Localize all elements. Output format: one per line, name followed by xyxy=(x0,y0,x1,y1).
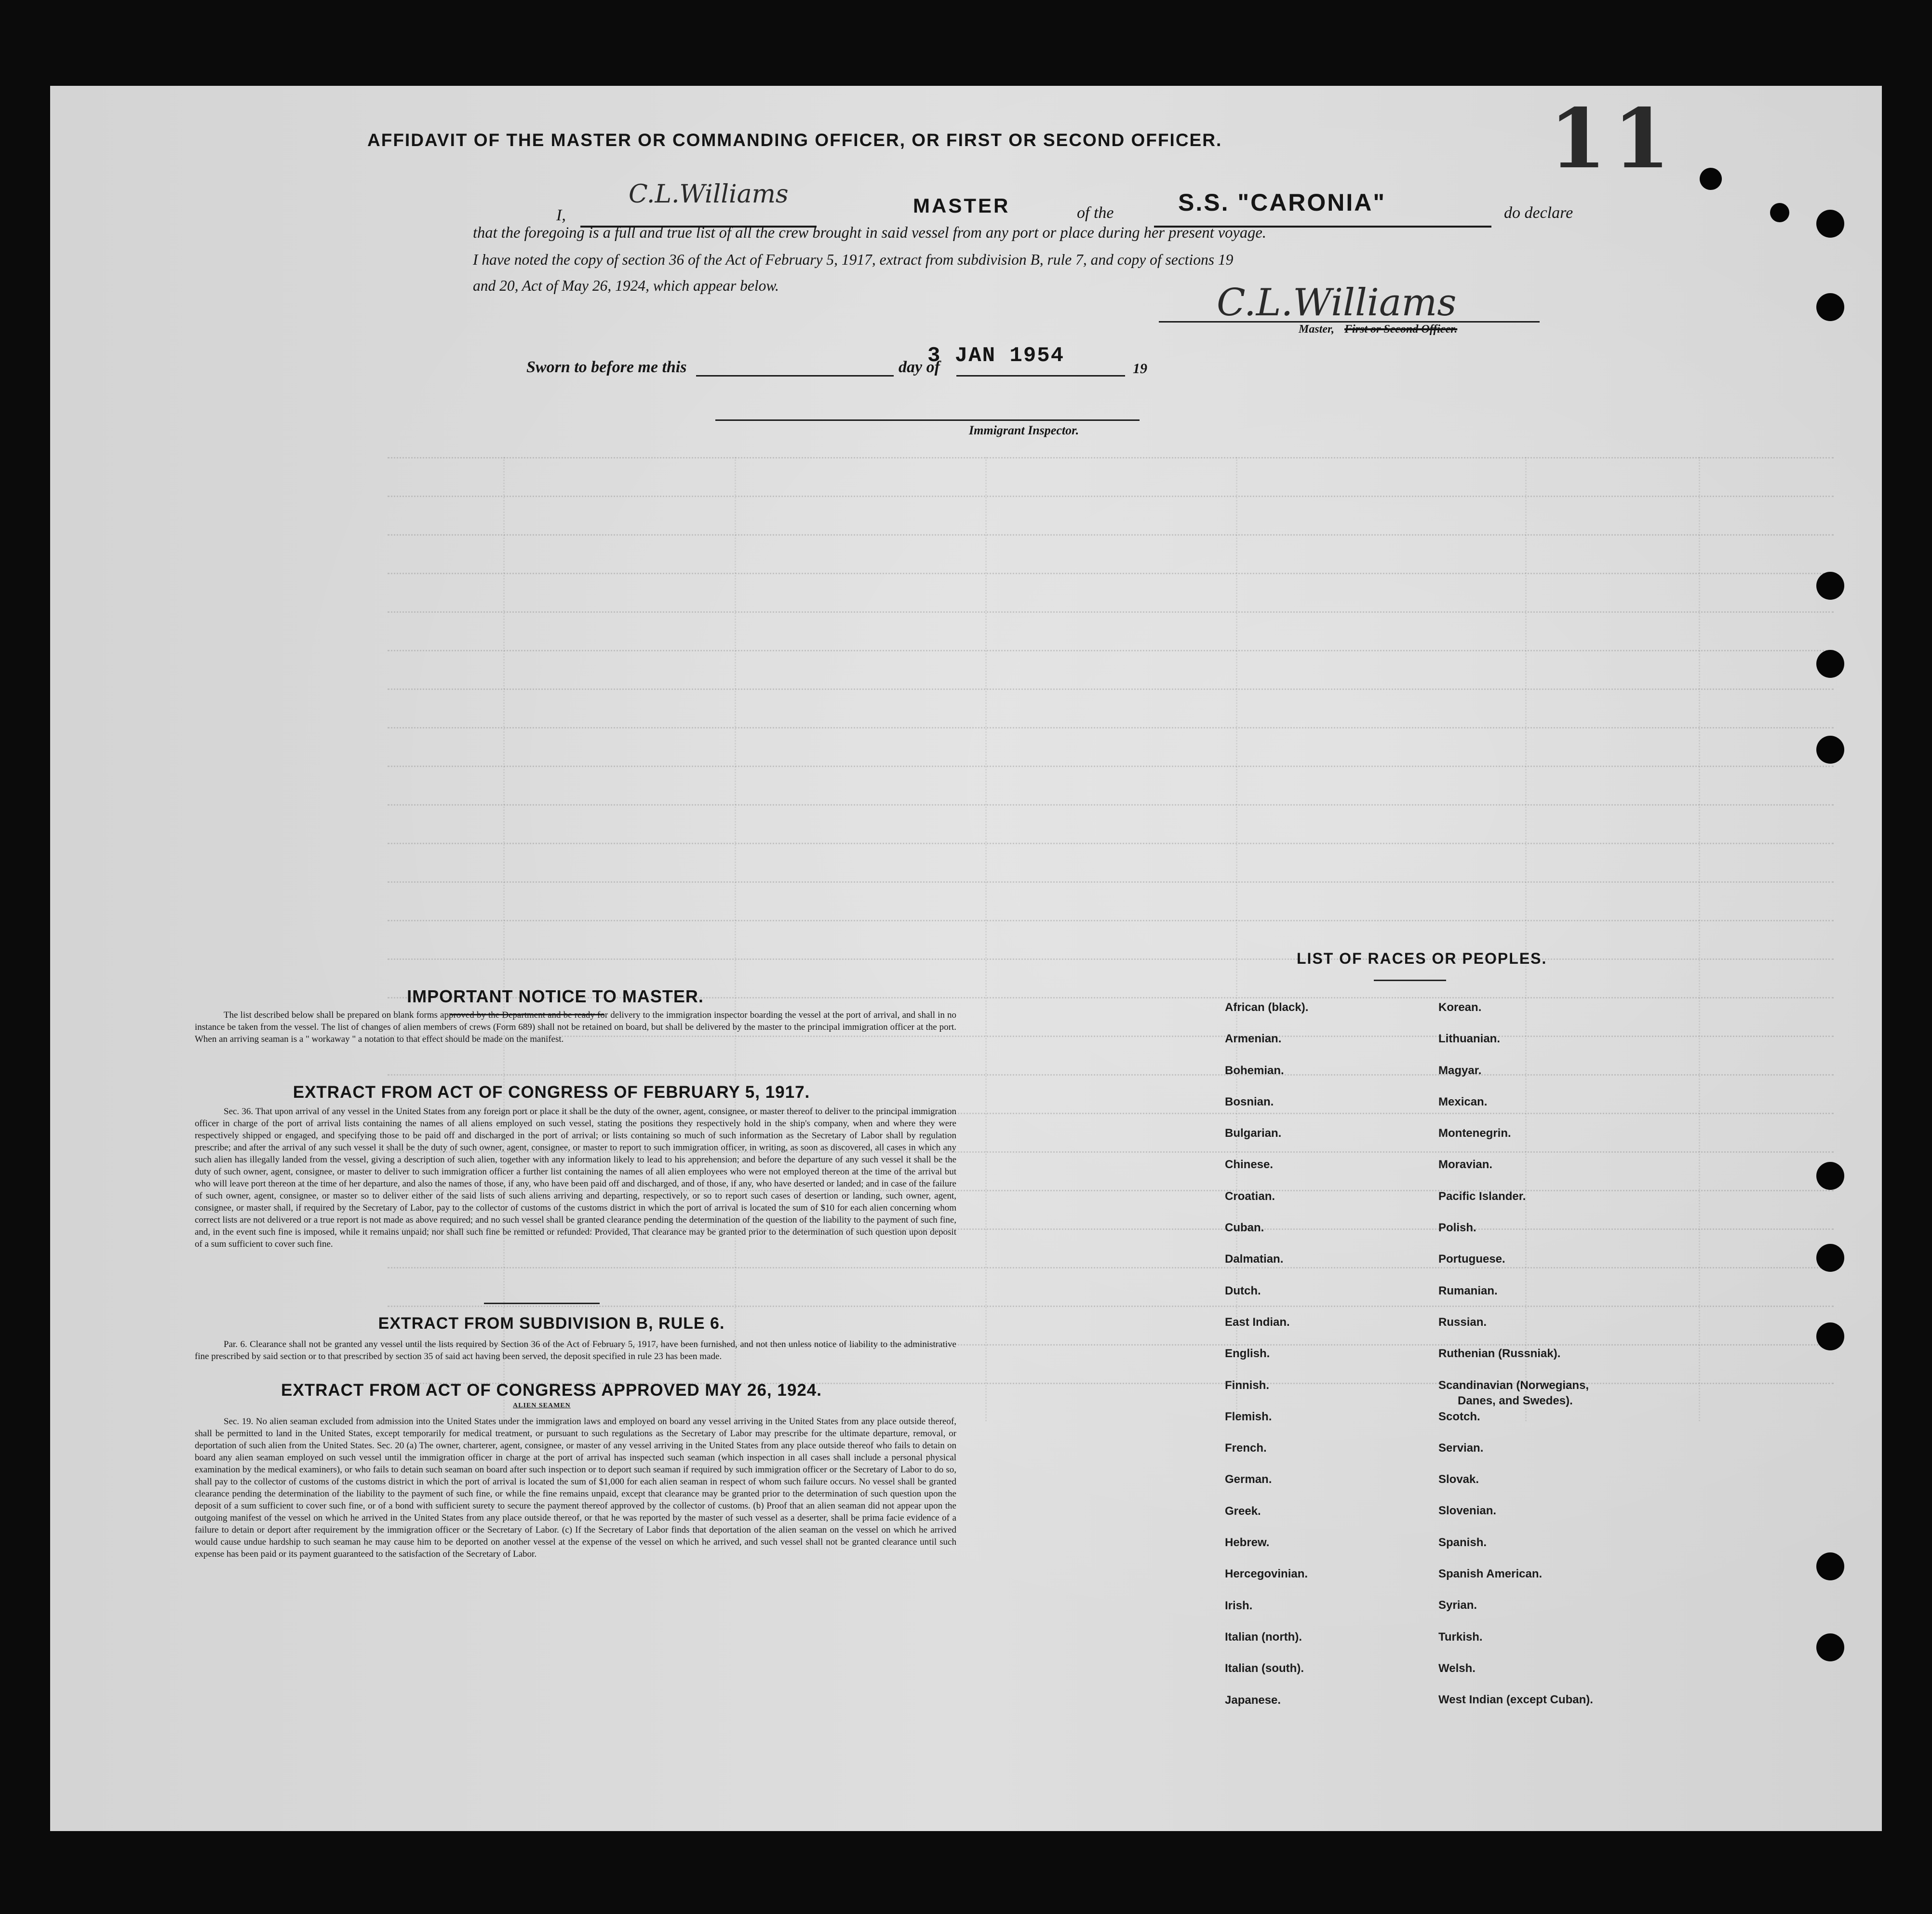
race-item: Welsh. xyxy=(1438,1661,1476,1675)
punch-hole xyxy=(1770,203,1789,222)
race-item: Syrian. xyxy=(1438,1599,1477,1612)
race-item: Bosnian. xyxy=(1225,1095,1274,1108)
races-right-column xyxy=(1438,1001,1593,1725)
master-word: MASTER xyxy=(913,194,1010,217)
race-item: Turkish. xyxy=(1438,1630,1483,1644)
alien-seamen-subtitle: ALIEN SEAMEN xyxy=(513,1402,571,1409)
punch-hole xyxy=(1816,572,1844,600)
page-number: 11 xyxy=(1549,91,1677,187)
race-item: Japanese. xyxy=(1225,1693,1281,1707)
master-signature: C.L.Williams xyxy=(1217,281,1457,324)
race-item: French. xyxy=(1225,1442,1267,1455)
sworn-text: Sworn to before me this xyxy=(526,358,687,376)
extract-1917-body: Sec. 36. That upon arrival of any vessel in the United States from any foreign port or place it shall be the duty of the owner, agent, consignee, or master thereof to deliver to the principal immigration officer in charge of the port of arrival lists containing the names of all aliens employed on such vessel, stating the positions they respectively hold in the ship's company, when and where they were respectively shipped or engaged, and specifying those to be paid off and discharged in the port of arrival; or lists containing so much of such information as the Secretary of Labor shall by regulation prescribe; and after the arrival of any such vessel it shall be the duty of such owner, agent, consignee, or master to report to such immigration officer, in writing, as soon as discovered, all cases in which any such alien has illegally landed from the vessel, giving a description of such alien, together with any information likely to lead to his apprehension; and before the departure of any such vessel it shall be the duty of such owner, agent, consignee, or master to deliver to such immigration officer a further list containing the names of all alien employees who were not employed thereon at the time of the arrival but who will leave port thereon at the time of her departure, and also the names of those, if any, who have been paid off and discharged, and of those, if any, who have deserted or landed; and in case of the failure of such owner, agent, consignee, or master so to deliver either of the said lists of such aliens arriving and departing, respectively, or so to report such cases of desertion or landing, such owner, agent, consignee, or master shall, if required by the Secretary of Labor, pay to the collector of customs of the customs district in which the port of arrival is located the sum of $10 for each alien concerning whom correct lists are not delivered or a true report is not made as above required; and no such vessel shall be granted clearance pending the determination of the question of the liability to the payment of such fine, and, in the event such fine is imposed, while it remains unpaid; nor shall such fine be remitted or refunded: Provided, That clearance may be granted prior to the determination of such question upon deposit of a sum sufficient to cover such fine. xyxy=(195,1106,956,1249)
document-sheet xyxy=(50,86,1882,1831)
punch-hole xyxy=(1816,1633,1844,1661)
extract-1917-title: EXTRACT FROM ACT OF CONGRESS OF FEBRUARY 5, 1917. xyxy=(293,1083,810,1102)
notice-body: The list described below shall be prepared on blank forms approved by the Department and be ready for delivery to the immigration inspector boarding the vessel at the port of arrival, and shall in no instance be taken from the vessel. The list of changes of alien members of crews (Form 689) shall not be retained on board, but shall be delivered by the master to the principal immigration officer at the port. When an arriving seaman is a " workaway " a notation to that effect should be made on the manifest. xyxy=(195,1010,956,1044)
extract-1924-title: EXTRACT FROM ACT OF CONGRESS APPROVED MAY 26, 1924. xyxy=(281,1381,822,1400)
punch-hole xyxy=(1700,168,1722,190)
race-item: Montenegrin. xyxy=(1438,1127,1511,1140)
race-item: Hercegovinian. xyxy=(1225,1567,1308,1581)
punch-hole xyxy=(1816,293,1844,321)
race-item: Polish. xyxy=(1438,1221,1476,1235)
punch-hole xyxy=(1816,736,1844,764)
inspector-caption: Immigrant Inspector. xyxy=(969,423,1079,437)
subdivision-b-title: EXTRACT FROM SUBDIVISION B, RULE 6. xyxy=(378,1314,725,1333)
year-prefix: 19 xyxy=(1133,361,1147,377)
races-title: LIST OF RACES OR PEOPLES. xyxy=(1297,950,1547,967)
punch-hole xyxy=(1816,210,1844,238)
punch-hole xyxy=(1816,1162,1844,1190)
race-item: Danes, and Swedes). xyxy=(1458,1394,1573,1407)
race-item: Portuguese. xyxy=(1438,1253,1505,1266)
race-item: English. xyxy=(1225,1347,1270,1361)
races-left-column xyxy=(1225,1001,1308,1725)
extract-1924-body: Sec. 19. No alien seaman excluded from admission into the United States under the immigration laws and employed on board any vessel arriving in the United States from any place outside thereof, shall be permitted to land in the United States, except temporarily for medical treatment, or pursuant to such regulations as the Secretary of Labor may prescribe for the ultimate departure, removal, or deportation of such alien from the United States. Sec. 20 (a) The owner, charterer, agent, consignee, or master of any vessel arriving in the United States from any place outside thereof who fails to detain on board any alien seaman employed on such vessel until the immigration officer in charge at the port of arrival has inspected such seaman (which inspection in all cases shall include a personal physical examination by the medical examiners), or who fails to detain such seaman on board after such inspection or to deport such seaman if required by such immigration officer or the Secretary of Labor to do so, shall pay to the collector of customs of the customs district in which the port of arrival is located the sum of $1,000 for each alien seaman in respect of whom such failure occurs. No vessel shall be granted clearance pending the determination of the liability to the payment of such fine, or while the fine remains unpaid, except that clearance may be granted prior to the determination of such question upon the deposit of a sum sufficient to cover such fine, or of a bond with sufficient surety to secure the payment thereof approved by the collector of customs. (b) Proof that an alien seaman did not appear upon the outgoing manifest of the vessel on which he arrived in the United States from any place outside thereof, or that he was reported by the master of such vessel as a deserter, shall be prima facie evidence of a failure to detain or deport after requirement by the immigration officer or the Secretary of Labor. (c) If the Secretary of Labor finds that deportation of the alien seaman on the vessel on which he arrived would cause undue hardship to such seaman he may cause him to be deported on another vessel at the expense of the vessel on which he arrived, and such vessel shall not be granted clearance until such expense has been paid or its payment guaranteed to the satisfaction of the Secretary of Labor. xyxy=(195,1416,956,1559)
race-item: Italian (north). xyxy=(1225,1630,1302,1644)
punch-hole xyxy=(1816,1322,1844,1350)
of-the-label: of the xyxy=(1077,204,1114,222)
sworn-month-line xyxy=(956,375,1125,377)
race-item: Greek. xyxy=(1225,1504,1261,1518)
race-item: Magyar. xyxy=(1438,1064,1482,1077)
punch-hole xyxy=(1816,1552,1844,1580)
race-item: Spanish. xyxy=(1438,1536,1487,1549)
date-stamp: 3 JAN 1954 xyxy=(927,344,1065,368)
race-item: Spanish American. xyxy=(1438,1567,1543,1581)
race-item: Flemish. xyxy=(1225,1410,1272,1423)
race-item: Mexican. xyxy=(1438,1095,1488,1108)
race-item: Armenian. xyxy=(1225,1032,1282,1046)
race-item: Rumanian. xyxy=(1438,1284,1498,1297)
race-item: Moravian. xyxy=(1438,1158,1493,1172)
race-item: Irish. xyxy=(1225,1599,1253,1612)
race-item: West Indian (except Cuban). xyxy=(1438,1693,1593,1707)
punch-hole xyxy=(1816,650,1844,678)
race-item: Lithuanian. xyxy=(1438,1032,1500,1046)
affidavit-i-label: I, xyxy=(556,206,566,224)
race-item: Italian (south). xyxy=(1225,1662,1304,1675)
race-item: Chinese. xyxy=(1225,1158,1274,1172)
struck-officer-caption: First or Second Officer. xyxy=(1344,323,1458,336)
affidavit-line-2: I have noted the copy of section 36 of the Act of February 5, 1917, extract from subdivision B, rule 7, and copy of sections 19 xyxy=(473,251,1234,268)
race-item: Finnish. xyxy=(1225,1378,1269,1392)
race-item: Bulgarian. xyxy=(1225,1127,1282,1140)
bleed-through-manifest xyxy=(388,457,1834,1421)
race-item: Dalmatian. xyxy=(1225,1253,1284,1266)
race-item: German. xyxy=(1225,1473,1272,1486)
race-item: Croatian. xyxy=(1225,1189,1275,1203)
master-name-handwritten: C.L.Williams xyxy=(629,180,789,209)
race-item: Ruthenian (Russniak). xyxy=(1438,1347,1561,1361)
race-item: Bohemian. xyxy=(1225,1064,1284,1077)
race-item: Slovak. xyxy=(1438,1473,1479,1486)
subdivision-b-body: Par. 6. Clearance shall not be granted any vessel until the lists required by Section 36 of the Act of February 5, 1917, have been furnished, and not then unless notice of liability to the administrative fine prescribed by said section or to that prescribed by section 35 of said act having been served, the deposit specified in rule 23 has been made. xyxy=(195,1339,956,1361)
punch-hole xyxy=(1816,1244,1844,1272)
race-item: Scandinavian (Norwegians, xyxy=(1438,1378,1589,1392)
day-of-label: day of xyxy=(899,358,940,376)
affidavit-line-1: that the foregoing is a full and true list of all the crew brought in said vessel from any port or place during her present voyage. xyxy=(473,224,1266,242)
race-item: Slovenian. xyxy=(1438,1504,1497,1518)
race-item: Korean. xyxy=(1438,1001,1482,1014)
race-item: Dutch. xyxy=(1225,1284,1261,1297)
race-item: Scotch. xyxy=(1438,1410,1480,1423)
signature-line xyxy=(1159,321,1540,323)
race-item: East Indian. xyxy=(1225,1315,1290,1329)
vessel-name: S.S. "CARONIA" xyxy=(1178,189,1386,216)
races-divider xyxy=(1374,980,1446,981)
affidavit-line-3: and 20, Act of May 26, 1924, which appear below. xyxy=(473,277,779,294)
race-item: Cuban. xyxy=(1225,1221,1264,1235)
race-item: African (black). xyxy=(1225,1001,1309,1014)
notice-title: IMPORTANT NOTICE TO MASTER. xyxy=(407,986,704,1006)
inspector-signature-line xyxy=(715,419,1140,421)
master-caption: Master, xyxy=(1299,323,1335,336)
do-declare-label: do declare xyxy=(1504,204,1573,222)
affidavit-heading: AFFIDAVIT OF THE MASTER OR COMMANDING OFFICER, OR FIRST OR SECOND OFFICER. xyxy=(367,130,1222,150)
race-item: Servian. xyxy=(1438,1441,1484,1455)
race-item: Hebrew. xyxy=(1225,1536,1270,1550)
subdivision-divider xyxy=(484,1303,600,1304)
race-item: Pacific Islander. xyxy=(1438,1189,1526,1203)
sworn-day-line xyxy=(696,375,894,377)
race-item: Russian. xyxy=(1438,1315,1487,1329)
